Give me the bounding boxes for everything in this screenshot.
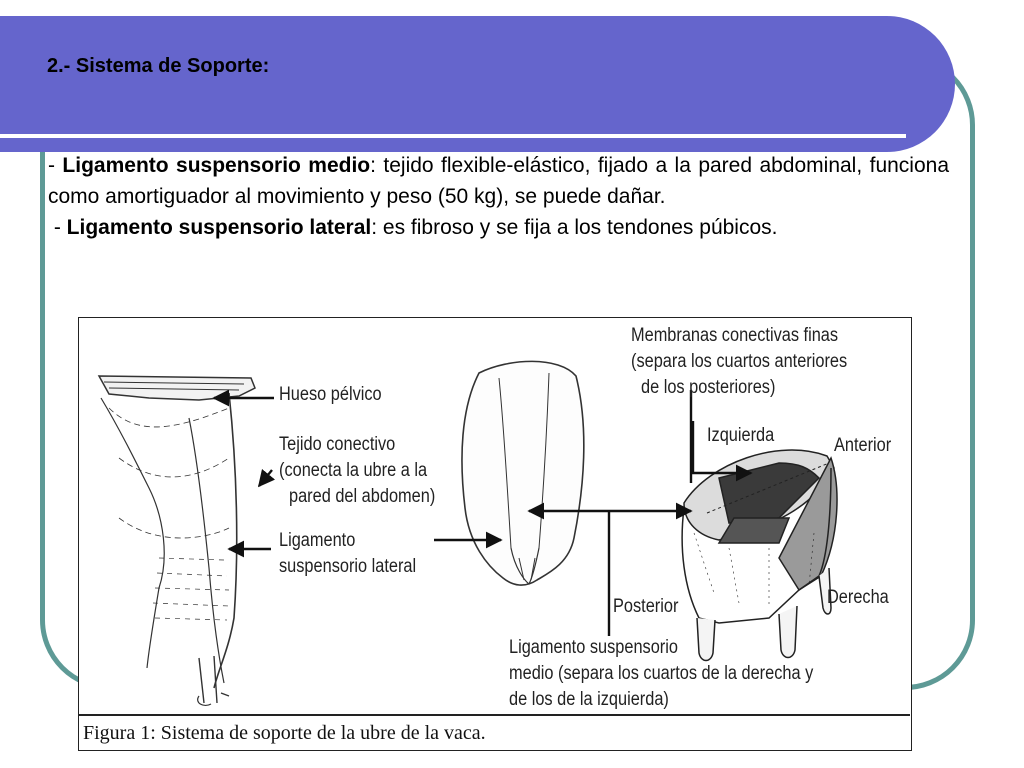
- caption-divider: [79, 714, 910, 716]
- label-tejido-conectivo-line2: (conecta la ubre a la: [279, 460, 428, 481]
- bullet-dash: -: [48, 216, 67, 239]
- quarter-section-drawing: [682, 450, 837, 660]
- body-text: [48, 150, 949, 243]
- label-membranas-line2: (separa los cuartos anteriores: [631, 351, 848, 372]
- label-hueso-pelvico: Hueso pélvico: [279, 384, 382, 405]
- side-view-udder-drawing: [99, 376, 255, 705]
- label-ligamento-lateral-line2: suspensorio lateral: [279, 556, 417, 577]
- label-posterior: Posterior: [613, 596, 679, 617]
- definition-ligamento-medio: : tejido flexible-elástico, fijado a la pared abdominal, funciona como amortiguador al movimiento y peso (50 kg), se puede dañar.: [48, 154, 950, 208]
- label-tejido-conectivo-line3: pared del abdomen): [289, 486, 436, 507]
- label-membranas-line3: de los posteriores): [641, 377, 776, 398]
- title-underline: [0, 134, 906, 138]
- title-band: [0, 16, 955, 152]
- label-ligamento-medio-line2: medio (separa los cuartos de la derecha y: [509, 663, 814, 684]
- figure-caption: Figura 1: Sistema de soporte de la ubre de la vaca.: [83, 722, 486, 744]
- label-tejido-conectivo: Tejido conectivo: [279, 434, 396, 455]
- label-izquierda: Izquierda: [707, 425, 775, 446]
- bullet-dash: -: [48, 154, 63, 177]
- label-ligamento-medio: Ligamento suspensorio: [509, 637, 678, 658]
- term-ligamento-medio: Ligamento suspensorio medio: [62, 154, 371, 177]
- udder-illustration: [79, 318, 913, 752]
- paragraph-ligamento-lateral: [48, 212, 949, 243]
- label-derecha: Derecha: [827, 587, 889, 608]
- front-view-udder-drawing: [462, 361, 584, 585]
- udder-figure: [78, 317, 912, 751]
- definition-ligamento-lateral: : es fibroso y se fija a los tendones púbicos.: [371, 216, 778, 239]
- arrow-tejido-conectivo: [259, 470, 272, 486]
- term-ligamento-lateral: Ligamento suspensorio lateral: [66, 216, 372, 239]
- slide-title: 2.- Sistema de Soporte:: [47, 55, 270, 77]
- label-ligamento-lateral: Ligamento: [279, 530, 356, 551]
- paragraph-ligamento-medio: [48, 150, 949, 212]
- label-anterior: Anterior: [834, 435, 892, 456]
- label-ligamento-medio-line3: de los de la izquierda): [509, 689, 669, 710]
- label-membranas: Membranas conectivas finas: [631, 325, 839, 346]
